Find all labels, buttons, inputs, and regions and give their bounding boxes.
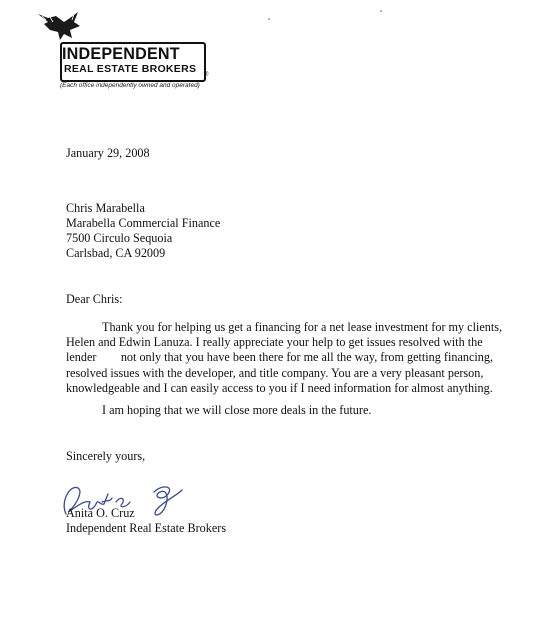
body-paragraph-1 [66, 320, 518, 396]
company-tagline: (Each office independently owned and operated) [60, 82, 200, 89]
company-subtitle: REAL ESTATE BROKERS [64, 63, 197, 75]
body-line: resolved issues with the developer, and title company. You are a very pleasant person, [66, 365, 484, 380]
signer-firm: Independent Real Estate Brokers [66, 521, 227, 535]
body-line: I am hoping that we will close more deals in the future. [102, 403, 372, 417]
letterhead-logo [34, 8, 214, 98]
signer-name: Anita O. Cruz [66, 506, 135, 520]
scan-speck [268, 18, 270, 20]
company-name: INDEPENDENT [62, 44, 180, 63]
registered-mark: ® [204, 72, 209, 78]
recipient-city: Carlsbad, CA 92009 [66, 246, 166, 260]
recipient-name: Chris Marabella [66, 201, 145, 215]
body-line: Helen and Edwin Lanuza. I really appreciate your help to get issues resolved with the [66, 335, 483, 350]
body-line: lender not only that you have been there for me all the way, from getting financing, [66, 350, 493, 365]
salutation: Dear Chris: [66, 292, 123, 306]
recipient-company: Marabella Commercial Finance [66, 216, 221, 230]
body-line: knowledgeable and I can easily access to you if I need information for almost anything. [66, 380, 493, 395]
letter-date: January 29, 2008 [66, 146, 150, 160]
recipient-street: 7500 Circulo Sequoia [66, 231, 173, 245]
body-paragraph-2 [66, 403, 518, 418]
body-line: Thank you for helping us get a financing for a net lease investment for my clients, [102, 320, 503, 334]
scan-speck [380, 10, 382, 12]
closing: Sincerely yours, [66, 449, 146, 463]
